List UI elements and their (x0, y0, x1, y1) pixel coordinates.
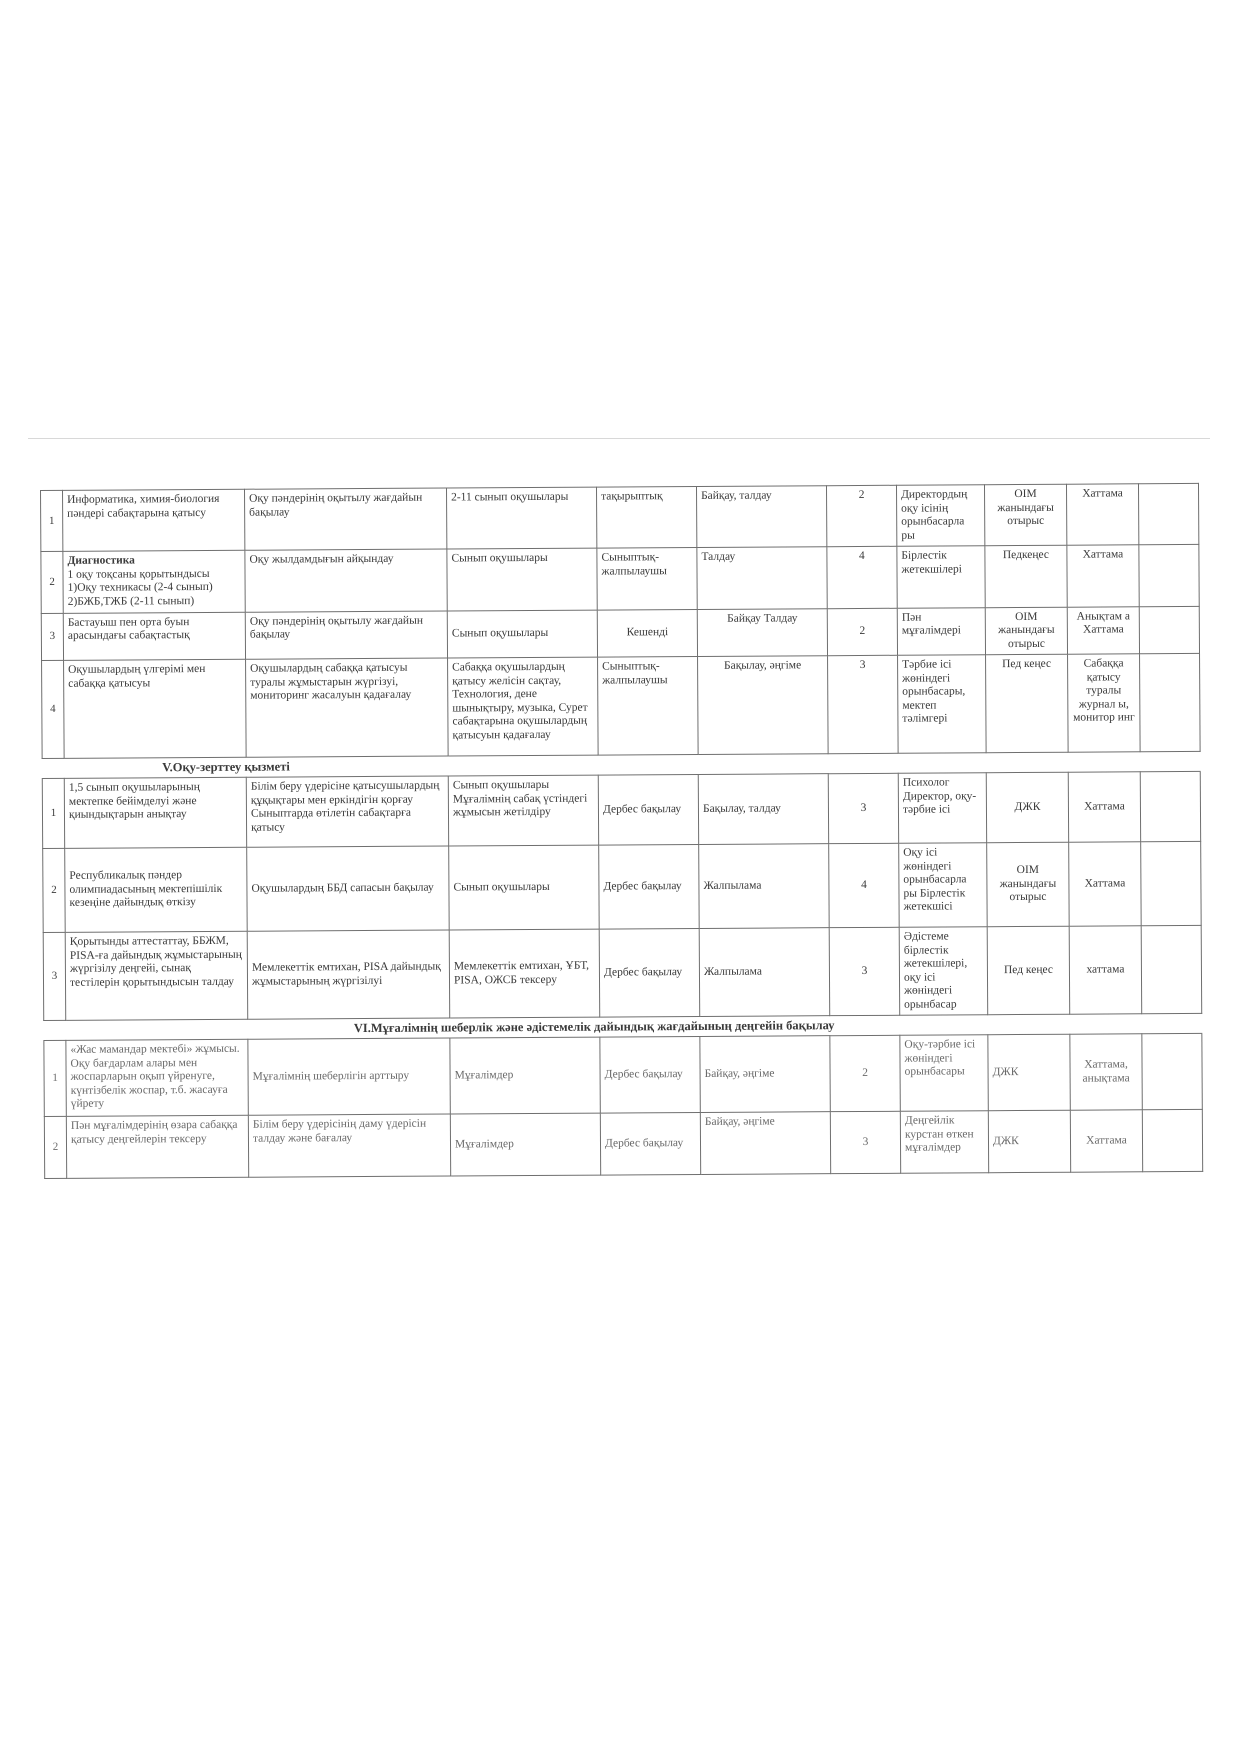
cell-result: Хаттама, анықтама (1070, 1034, 1142, 1110)
scan-edge (28, 438, 1210, 439)
cell-method: Талдау (697, 547, 827, 609)
cell-method: Бақылау, әңгіме (698, 656, 829, 755)
cell-type: тақырыптық (596, 486, 696, 548)
row-number: 3 (41, 613, 63, 661)
table-row (41, 483, 1199, 551)
cell-venue: Пед кеңес (987, 926, 1070, 1015)
cell-time: 4 (827, 547, 897, 609)
cell-result: Сабаққа қатысу туралы журнал ы, монитор инг (1068, 654, 1141, 752)
cell-venue: ОІМ жанындағы отырыс (984, 484, 1066, 546)
cell-method: Жалпылама (699, 844, 830, 929)
cell-topic: «Жас мамандар мектебі» жұмысы. Оқу бағдарлам алары мен жоспарларын оқып үйренуге, күнтізбелік жоспар, т.б. жасауға үйрету (66, 1039, 248, 1116)
cell-time: 4 (829, 843, 900, 927)
cell-empty (1142, 1109, 1202, 1171)
cell-result: Анықтам а Хаттама (1067, 606, 1139, 654)
cell-type: Сыныптық-жалпылаушы (597, 548, 697, 610)
cell-time: 3 (830, 1111, 900, 1173)
table-row (42, 654, 1201, 759)
cell-venue: Педкеңес (985, 545, 1067, 607)
row-number: 3 (43, 932, 66, 1021)
cell-method: Байқау Талдау (697, 608, 827, 656)
cell-responsible: Пән мұғалімдері (897, 607, 985, 655)
cell-responsible: Әдістеме бірлестік жетекшілері, оқу ісі жөніндегі орынбасар (899, 927, 988, 1016)
row-number: 2 (44, 1116, 66, 1178)
cell-empty (1139, 606, 1199, 654)
cell-time: 3 (828, 655, 899, 753)
cell-result: Хаттама (1069, 842, 1142, 926)
cell-result: хаттама (1069, 926, 1142, 1015)
cell-venue: ОІМ жанындағы отырыс (987, 842, 1070, 926)
cell-type: Дербес бақылау (598, 774, 698, 845)
cell-responsible: Оқу-тәрбие ісі жөніндегі орынбасары (900, 1035, 988, 1112)
cell-topic: 1,5 сынып оқушыларының мектепке бейімделуі және қиындықтарын анықтау (64, 777, 246, 848)
cell-venue: ДЖК (988, 1110, 1070, 1172)
cell-time: 3 (829, 927, 900, 1016)
row-number: 1 (41, 490, 63, 551)
section-title: VI.Мұғалімнің шеберлік және әдістемелік дайындық жағдайының деңгейін бақылау (44, 1014, 1202, 1041)
cell-empty (1138, 483, 1198, 545)
cell-type: Сыныптық-жалпылаушы (598, 657, 699, 756)
cell-goal: Оқушылардың сабаққа қатысуы туралы жұмыстарын жүргізуі, мониторинг жасалуын қадағалау (246, 658, 449, 757)
cell-topic: Информатика, химия-биология пәндері сабақтарына қатысу (63, 489, 245, 551)
cell-method: Байқау, әңгіме (700, 1112, 830, 1175)
cell-result: Хаттама (1066, 484, 1138, 546)
table-row (42, 771, 1200, 848)
cell-time: 3 (828, 773, 898, 843)
cell-goal: Оқу пәндерінің оқытылу жағдайын бақылау (245, 611, 447, 660)
cell-method: Жалпылама (699, 928, 830, 1017)
cell-responsible: Директордың оқу ісінің орынбасарла ры (896, 485, 984, 547)
table-row (41, 545, 1199, 613)
cell-result: Хаттама (1068, 772, 1140, 842)
cell-responsible: Оқу ісі жөніндегі орынбасарла ры Бірлестік жетекшісі (899, 843, 988, 928)
cell-object: 2-11 сынып оқушылары (446, 487, 596, 549)
cell-empty (1141, 925, 1202, 1014)
cell-goal: Білім беру үдерісіне қатысушылардың құқықтары мен еркіндігін қорғау Сыныптарда өтілетін сабақтарға қатысу (246, 776, 448, 847)
table-row (43, 925, 1202, 1020)
control-plan-table (40, 483, 1202, 1179)
cell-time: 2 (826, 485, 896, 547)
cell-responsible: Тәрбие ісі жөніндегі орынбасары, мектеп тәлімгері (898, 655, 987, 754)
cell-venue: ОІМ жанындағы отырыс (985, 607, 1067, 655)
cell-object: Сынып оқушылары (447, 610, 597, 659)
cell-topic: Бастауыш пен орта буын арасындағы сабақтастық (63, 612, 245, 661)
row-number: 2 (43, 848, 66, 932)
cell-responsible: Деңгейлік курстан өткен мұғалімдер (900, 1111, 988, 1174)
topic-text: 1 оқу тоқсаны қорытындысы 1)Оқу техникасы (2-4 сынып) 2)БЖБ,ТЖБ (2-11 сынып) (67, 567, 213, 608)
cell-object: Мұғалімдер (450, 1037, 600, 1114)
cell-topic: Қорытынды аттестаттау, ББЖМ, PISA-ға дайындық жұмыстарының жүргізілу деңгейі, сынақ тестілерін қорытындысын талдау (65, 931, 248, 1020)
cell-topic (63, 550, 245, 612)
cell-time: 2 (827, 608, 897, 656)
cell-empty (1140, 771, 1200, 841)
cell-goal: Оқушылардың ББД сапасын бақылау (247, 846, 450, 931)
cell-method: Бақылау, талдау (698, 774, 828, 845)
cell-topic: Оқушылардың үлгерімі мен сабаққа қатысуы (64, 659, 247, 758)
row-number: 2 (41, 552, 63, 613)
cell-empty (1139, 545, 1199, 607)
table-row (44, 1033, 1202, 1116)
cell-venue: ДЖК (986, 772, 1068, 842)
cell-object: Сабаққа оқушылардың қатысу желісін сақтау, Технология, дене шынықтыру, музыка, Сурет сабақтарына оқушылардың қатысуын қадағалау (448, 657, 599, 756)
cell-venue: Пед кеңес (986, 654, 1069, 752)
cell-object: Мұғалімдер (450, 1113, 600, 1176)
topic-title: Диагностика (67, 554, 135, 568)
cell-goal: Білім беру үдерісінің даму үдерісін талдау және бағалау (248, 1114, 450, 1177)
cell-empty (1141, 841, 1202, 925)
cell-object: Сынып оқушылары Мұғалімнің сабақ үстіндегі жұмысын жетілдіру (448, 775, 598, 846)
cell-type: Дербес бақылау (599, 928, 700, 1017)
cell-empty (1142, 1033, 1202, 1109)
cell-object: Сынып оқушылары (447, 548, 597, 610)
cell-method: Байқау, әңгіме (700, 1036, 830, 1113)
cell-object: Мемлекеттік емтихан, ҰБТ, PISA, ОЖСБ тексеру (449, 929, 600, 1018)
section-title: V.Оқу-зерттеу қызметі (42, 752, 1200, 779)
cell-goal: Мемлекеттік емтихан, PISA дайындық жұмыстарының жүргізілуі (247, 930, 450, 1020)
cell-goal: Оқу жылдамдығын айқындау (245, 549, 447, 611)
cell-result: Хаттама (1070, 1110, 1142, 1172)
cell-method: Байқау, талдау (696, 486, 826, 548)
cell-object: Сынып оқушылары (449, 845, 600, 930)
cell-topic: Пән мұғалімдерінің өзара сабаққа қатысу деңгейлерін тексеру (66, 1115, 248, 1178)
row-number: 4 (42, 661, 65, 759)
cell-type: Дербес бақылау (599, 844, 700, 929)
row-number: 1 (44, 1040, 66, 1116)
cell-goal: Оқу пәндерінің оқытылу жағдайын бақылау (244, 488, 446, 550)
cell-type: Кешенді (597, 609, 697, 657)
row-number: 1 (42, 778, 64, 848)
cell-topic: Республикалық пәндер олимпиадасының мектепішілік кезеңіне дайындық өткізу (65, 847, 248, 932)
table-row (44, 1109, 1202, 1178)
cell-goal: Мұғалімнің шеберлігін арттыру (248, 1038, 450, 1115)
cell-type: Дербес бақылау (600, 1037, 700, 1114)
cell-responsible: Психолог Директор, оқу-тәрбие ісі (898, 773, 986, 844)
cell-result: Хаттама (1067, 545, 1139, 607)
table-row (43, 841, 1201, 932)
cell-type: Дербес бақылау (600, 1113, 700, 1176)
cell-venue: ДЖК (988, 1034, 1070, 1110)
cell-empty (1140, 654, 1201, 752)
cell-responsible: Бірлестік жетекшілері (897, 546, 985, 608)
table-row (41, 606, 1199, 661)
cell-time: 2 (830, 1035, 900, 1111)
